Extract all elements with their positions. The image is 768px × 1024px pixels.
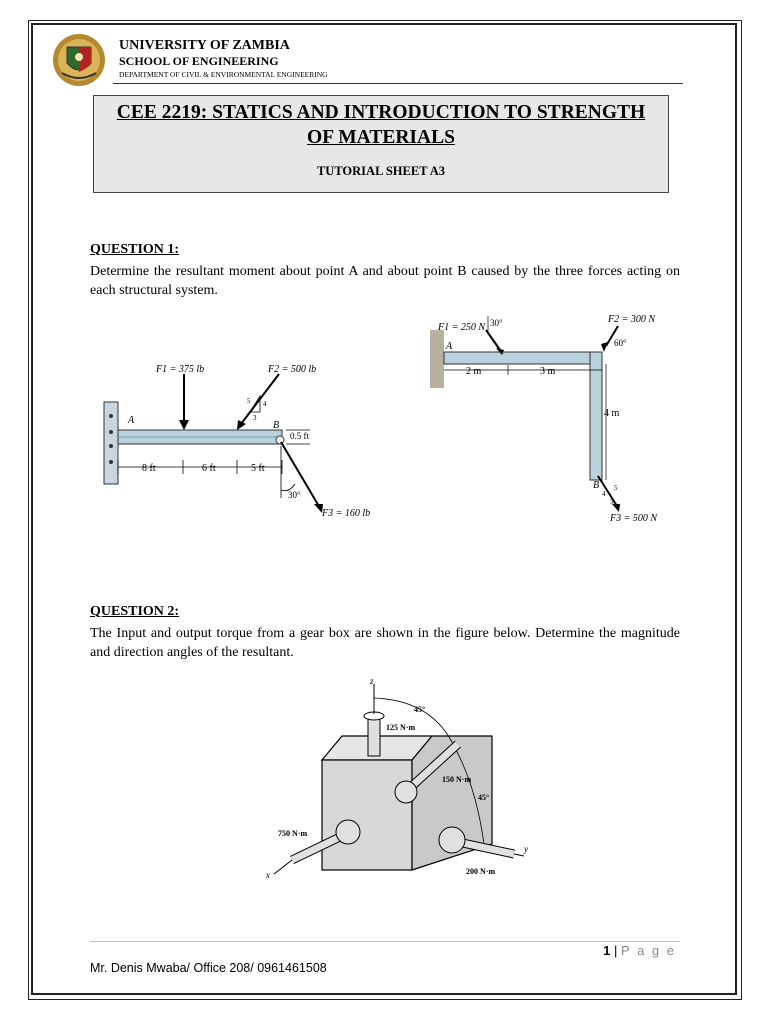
torque-125: 125 N·m	[386, 723, 416, 732]
page-label: P a g e	[621, 943, 676, 958]
university-crest-icon	[52, 33, 106, 87]
header-divider	[113, 83, 683, 84]
dim-half-ft: 0.5 ft	[290, 431, 309, 441]
point-a-label: A	[446, 341, 453, 352]
slope-4: 4	[602, 490, 606, 498]
page-number-separator: |	[614, 943, 618, 958]
torque-750: 750 N·m	[278, 829, 308, 838]
school-name: SCHOOL OF ENGINEERING	[119, 54, 279, 68]
dim-5ft: 5 ft	[251, 463, 265, 474]
dim-6ft: 6 ft	[202, 463, 216, 474]
question1-text: Determine the resultant moment about point A and about point B caused by the three forces acting on each structural system.	[90, 264, 680, 298]
z-axis-label: z	[370, 676, 374, 686]
x-axis-label: x	[266, 870, 270, 880]
f1-label: F1 = 250 N	[438, 322, 486, 333]
title-box	[93, 95, 669, 193]
footer-divider	[90, 941, 680, 942]
angle-30: 30°	[490, 318, 503, 328]
f1-label: F1 = 375 lb	[156, 364, 205, 375]
q2-gearbox-figure	[262, 676, 532, 886]
page-number-value: 1	[603, 943, 611, 958]
tutorial-sheet-title: TUTORIAL SHEET A3	[316, 164, 446, 178]
slope-4: 4	[263, 400, 267, 408]
slope-3: 3	[253, 414, 257, 422]
f3-label: F3 = 160 lb	[322, 508, 371, 519]
question2-heading: QUESTION 2:	[90, 604, 180, 619]
y-axis-label: y	[524, 844, 528, 854]
course-title: CEE 2219: STATICS AND INTRODUCTION TO STRENGTH OF MATERIALS	[116, 102, 646, 148]
slope-3: 3	[610, 498, 614, 506]
torque-200: 200 N·m	[466, 867, 496, 876]
angle-45-top: 45°	[414, 705, 426, 714]
university-name: UNIVERSITY OF ZAMBIA	[119, 38, 290, 53]
question1-heading: QUESTION 1:	[90, 242, 180, 257]
q1-frame-figure-right	[418, 308, 708, 530]
slope-5: 5	[614, 484, 618, 492]
page-number	[603, 943, 676, 958]
f2-label: F2 = 300 N	[608, 314, 656, 325]
slope-5: 5	[247, 397, 251, 405]
dim-3m: 3 m	[540, 366, 556, 377]
dim-2m: 2 m	[466, 366, 482, 377]
q1-beam-figure-left	[96, 350, 396, 525]
dim-8ft: 8 ft	[142, 463, 156, 474]
angle-30: 30°	[288, 490, 301, 500]
angle-60: 60°	[614, 338, 627, 348]
angle-45-side: 45°	[478, 793, 490, 802]
question2-text: The Input and output torque from a gear box are shown in the figure below. Determine the magnitude and direction angles of the resultant.	[90, 626, 680, 660]
point-b-label: B	[273, 420, 280, 431]
dim-4m: 4 m	[604, 408, 620, 419]
torque-150: 150 N·m	[442, 775, 472, 784]
footer-author: Mr. Denis Mwaba/ Office 208/ 0961461508	[90, 961, 327, 975]
point-b-label: B	[593, 480, 600, 491]
department-name: DEPARTMENT OF CIVIL & ENVIRONMENTAL ENGINEERING	[119, 70, 328, 79]
f3-label: F3 = 500 N	[610, 513, 658, 524]
f2-label: F2 = 500 lb	[268, 364, 317, 375]
point-a-label: A	[128, 415, 135, 426]
